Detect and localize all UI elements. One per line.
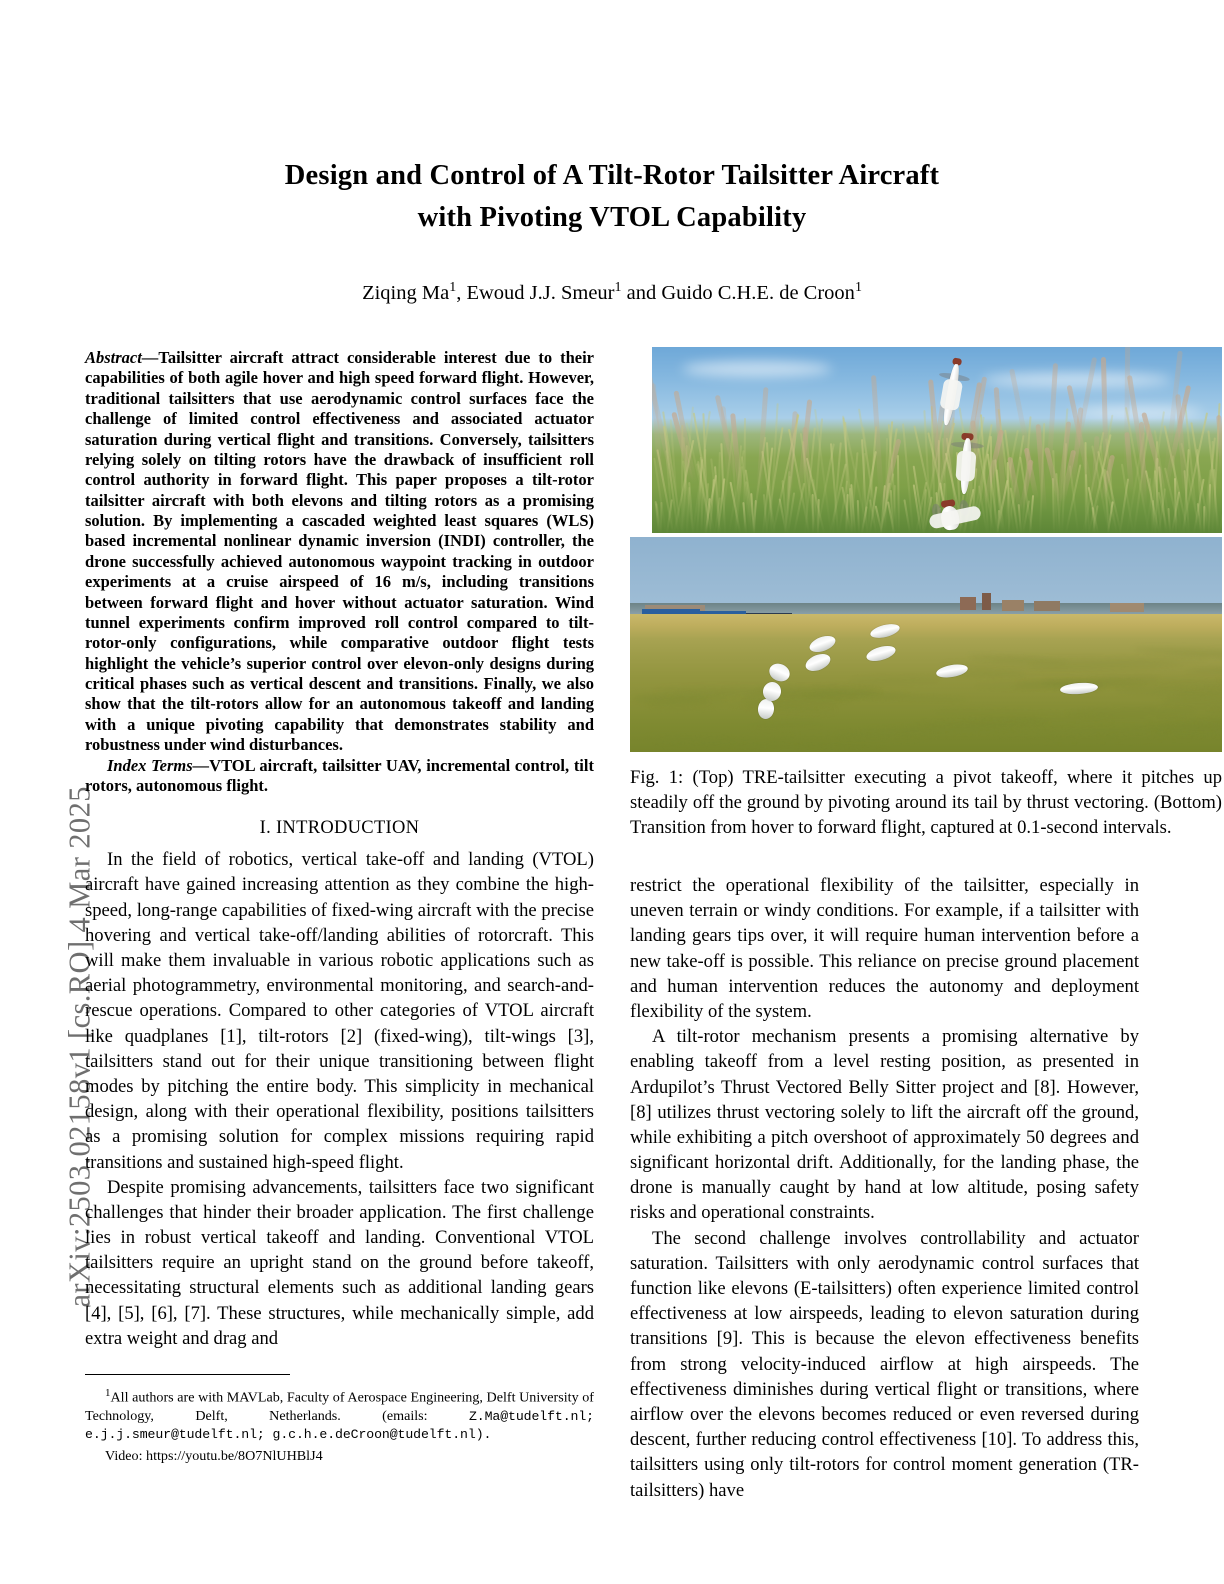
author-list [85, 279, 1139, 306]
distant-building [1110, 603, 1144, 612]
index-terms-text: VTOL aircraft, tailsitter UAV, incremental control, tilt rotors, autonomous flight. [85, 755, 594, 795]
author-3-affiliation-marker: 1 [854, 280, 862, 296]
footnote-marker: 1 [105, 1387, 111, 1399]
author-separator-1: , [456, 282, 467, 305]
footnote-rule [85, 1374, 290, 1375]
distant-building [982, 593, 991, 610]
figure-1-caption: Fig. 1: (Top) TRE-tailsitter executing a pivot takeoff, where it pitches up steadily off the ground by pivoting around its tail by thrust vectoring. (Bottom) Transition from hover to forward flight, captured at 0.1-second intervals. [630, 767, 1222, 838]
grass-blade [896, 455, 899, 533]
title-line-1: Design and Control of A Tilt-Rotor Tailsitter Aircraft [284, 160, 940, 191]
arxiv-identifier-text: arXiv:2503.02158v1 [cs.RO] 4 Mar 2025 [62, 786, 97, 1308]
author-1-affiliation-marker: 1 [449, 280, 457, 296]
intro-paragraph-2: Despite promising advancements, tailsitters face two significant challenges that hinder their broader application. The first challenge lies in robust vertical takeoff and landing. Conventional VTOL tailsitters require an upright stand on the ground before takeoff, necessitating structural elements such as additional landing gears [4], [5], [6], [7]. These structures, while mechanically simple, add extra weight and drag and [85, 1176, 594, 1349]
right-paragraph-3: The second challenge involves controllability and actuator saturation. Tailsitters with only aerodynamic control surfaces that function like elevons (E-tailsitters) often experience limited control effectiveness at low airspeeds, leading to elevon saturation during transitions [9]. This is because the elevon effectiveness benefits from strong velocity-induced airflow at high airspeeds. The effectiveness diminishes during vertical flight or transitions, where airflow over the elevons becomes reduced or even reversed during descent, further reducing control effectiveness [10]. To address this, tailsitters using only tilt-rotors for control moment generation (TR-tailsitters) have [630, 1227, 1139, 1501]
author-2-affiliation-marker: 1 [614, 280, 622, 296]
distant-building [1034, 601, 1060, 611]
figure-1-top-image [652, 347, 1222, 533]
arxiv-stamp [0, 0, 97, 1584]
figure-1-bottom-image [630, 537, 1222, 752]
abstract-text: Tailsitter aircraft attract considerable interest due to their capabilities of both agile hover and high speed forward flight. However, traditional tailsitters that use aerodynamic control surfaces face the challenge of limited control effectiveness and associated actuator saturation during vertical flight and transitions. Conversely, tailsitters relying solely on tilting rotors have the drawback of insufficient roll control authority in forward flight. This paper proposes a tilt-rotor tailsitter aircraft with both elevons and tilting rotors as a promising solution. By implementing a cascaded weighted least squares (WLS) based incremental nonlinear dynamic inversion (INDI) controller, the drone successfully achieved autonomous waypoint tracking in outdoor experiments at a cruise airspeed of 16 m/s, including transitions between forward flight and hover without actuator saturation. Wind tunnel experiments confirm improved roll control compared to tilt-rotor-only configurations, while comparative outdoor flight tests highlight the vehicle’s superior control over elevon-only designs during critical phases such as vertical descent and transitions. Finally, we also show that the tilt-rotors allow for an autonomous takeoff and landing with a unique pivoting capability that demonstrates stability and robustness under wind disturbances. [85, 348, 594, 755]
footnote-emails: Z.Ma@tudelft.nl; e.j.j.smeur@tudelft.nl; g.c.h.e.deCroon@tudelft.nl). [85, 1409, 594, 1443]
footnote-affiliation [85, 1386, 594, 1444]
distant-building [1002, 600, 1024, 611]
author-1-name: Ziqing Ma [362, 282, 450, 305]
right-paragraph-2: A tilt-rotor mechanism presents a promising alternative by enabling takeoff from a level resting position, as presented in Ardupilot’s Thrust Vectored Belly Sitter project and [8]. However, [8] utilizes thrust vectoring solely to lift the aircraft off the ground, while exhibiting a pitch overshoot of approximately 50 degrees and significant horizontal drift. Additionally, for the landing phase, the drone is manually caught by hand at low altitude, posing safety risks and operational constraints. [630, 1026, 1139, 1224]
left-column [85, 348, 594, 1351]
video-link[interactable]: https://youtu.be/8O7NlUHBlJ4 [146, 1447, 323, 1464]
paper-page [85, 0, 1222, 1584]
page-title [85, 155, 1139, 238]
title-line-2: with Pivoting VTOL Capability [417, 201, 807, 233]
author-3-name: Guido C.H.E. de Croon [661, 282, 855, 305]
aircraft-wing [939, 378, 963, 411]
author-2-name: Ewoud J.J. Smeur [466, 282, 615, 305]
aircraft-stage-ground [925, 493, 987, 533]
distant-building [960, 597, 976, 610]
author-separator-2: and [621, 282, 662, 305]
video-label: Video: [105, 1447, 147, 1464]
figure-1 [630, 347, 1222, 840]
footnote-block [85, 1386, 594, 1465]
grass-blade [811, 494, 813, 533]
intro-paragraph-1: In the field of robotics, vertical take-off and landing (VTOL) aircraft have gained increasing attention as they combine the high-speed, long-range capabilities of fixed-wing aircraft with the precise hovering and vertical take-off/landing abilities of rotorcraft. This will make them invaluable in various robotic applications such as aerial photogrammetry, environmental monitoring, and search-and-rescue operations. Compared to other categories of VTOL aircraft like quadplanes [1], tilt-rotors [2] (fixed-wing), tilt-wings [3], tailsitters stand out for their unique transitioning between flight modes by pitching the entire body. This simplicity in mechanical design, along with their operational flexibility, positions tailsitters as a promising solution for complex missions requiring rapid transitions and sustained high-speed flight. [85, 849, 594, 1173]
right-paragraph-1: restrict the operational flexibility of the tailsitter, especially in uneven terrain or windy conditions. For example, if a tailsitter with landing gears tips over, it will require human intervention before a new take-off is possible. This reliance on precise ground placement and human intervention reduces the autonomy and deployment flexibility of the system. [630, 875, 1139, 1022]
footnote-affiliation-text: All authors are with MAVLab, Faculty of Aerospace Engineering, Delft University of Technology, Delft, Netherlands. (emails: [85, 1389, 594, 1424]
index-terms-paragraph [85, 756, 594, 797]
section-heading-introduction: I. INTRODUCTION [259, 818, 420, 839]
aircraft-wing [955, 450, 976, 481]
right-column [630, 873, 1139, 1503]
abstract-paragraph [85, 348, 594, 756]
abstract-label: Abstract— [85, 348, 159, 367]
index-terms-label: Index Terms— [107, 755, 210, 775]
footnote-video-line [85, 1447, 594, 1465]
cloud-wisp [682, 361, 832, 377]
title-block [85, 155, 1139, 307]
